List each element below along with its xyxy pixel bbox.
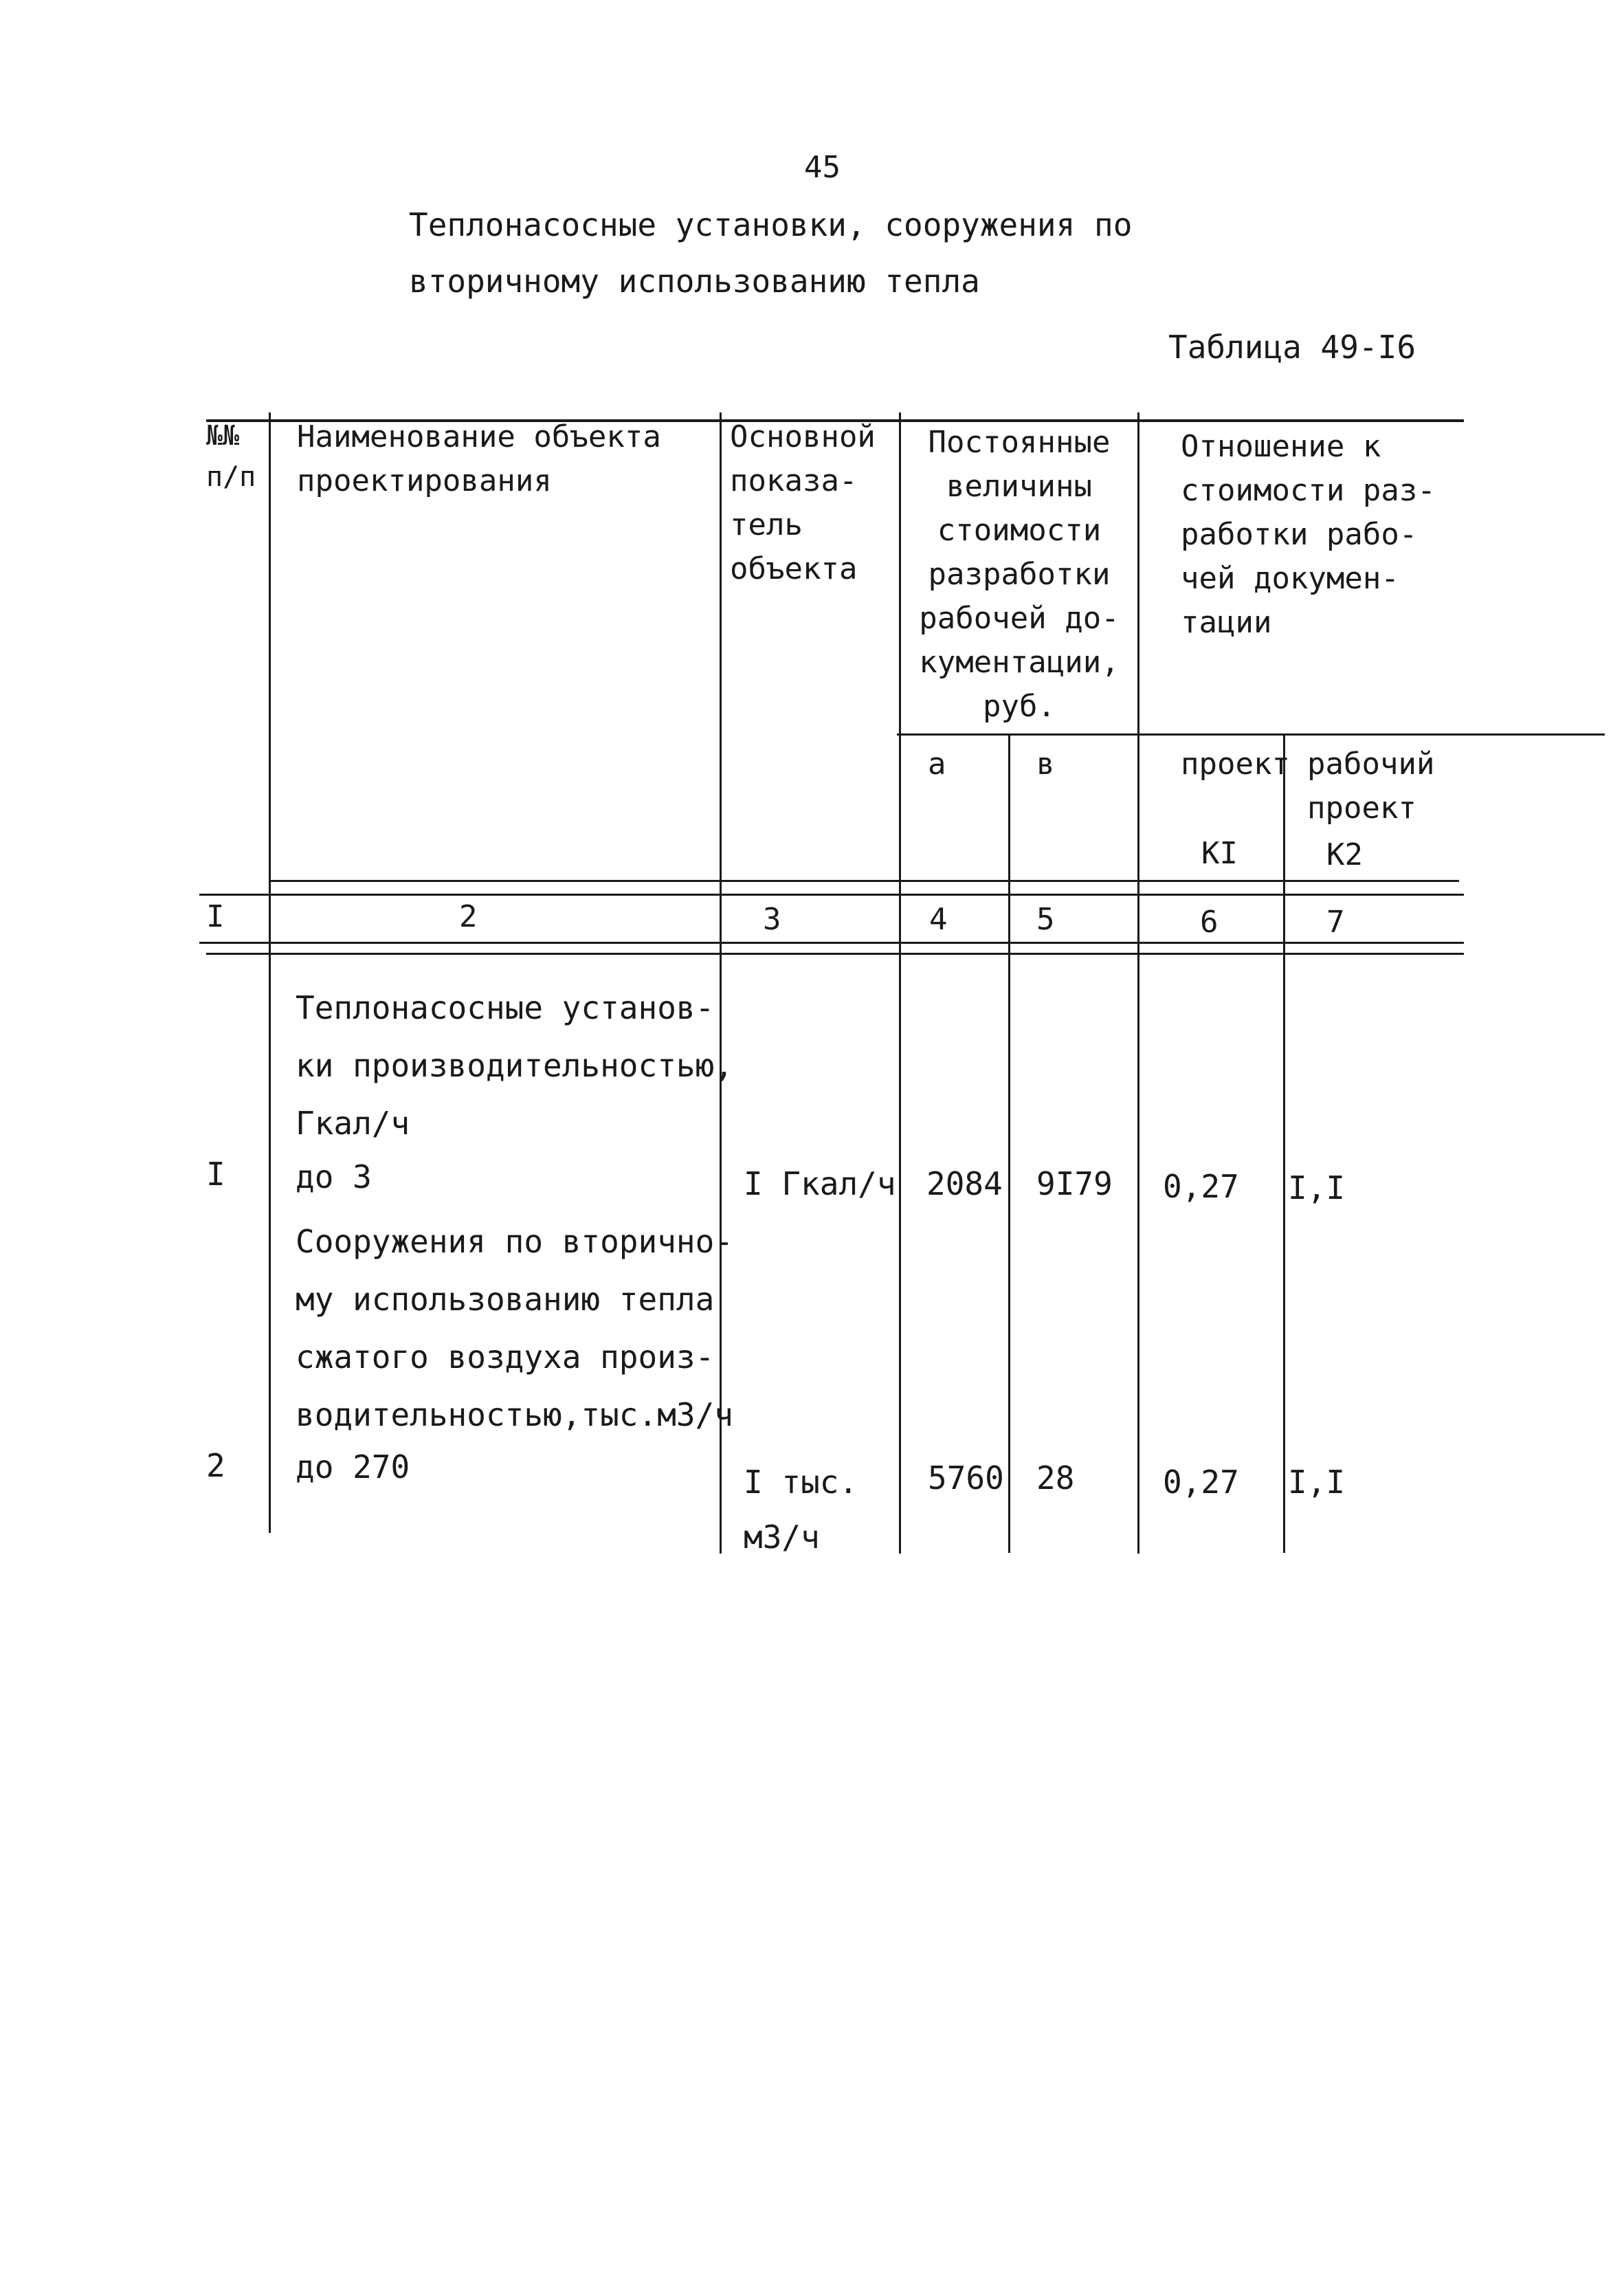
- header-sub-working-project: рабочий проект: [1307, 747, 1435, 826]
- header-col67: Отношение к стоимости раз- работки рабо- чей докумен- тации: [1181, 429, 1436, 640]
- header-bottom-rule: [270, 880, 1459, 882]
- title-line-2: вторичному использованию тепла: [409, 263, 980, 300]
- row-k1: 0,27: [1163, 1464, 1239, 1501]
- row-value-a: 5760: [928, 1459, 1004, 1497]
- col-divider-1: [269, 412, 271, 1533]
- header-group-rule: [897, 733, 1605, 736]
- group-heading: Теплонасосные установ- ки производительностью, Гкал/ч: [296, 989, 733, 1142]
- header-k1: KI: [1201, 836, 1238, 871]
- row-value-a: 2084: [926, 1165, 1003, 1202]
- header-sub-a: а: [928, 747, 946, 782]
- col-divider-3: [899, 412, 901, 1554]
- header-col45: Постоянные величины стоимости разработки рабочей до- кументации, руб.: [919, 425, 1120, 724]
- colnum-6: 6: [1200, 905, 1219, 940]
- colnum-1: I: [206, 899, 225, 934]
- header-sub-project: проект: [1181, 747, 1290, 782]
- row-indicator: I тыс. м3/ч: [744, 1464, 858, 1556]
- row-k1: 0,27: [1163, 1168, 1239, 1205]
- col-divider-4: [1008, 735, 1010, 1553]
- row-number: 2: [206, 1447, 225, 1484]
- row-k2: I,I: [1288, 1169, 1346, 1206]
- row-name: до 270: [296, 1448, 410, 1486]
- row-value-b: 9I79: [1036, 1165, 1113, 1202]
- header-sub-b: в: [1036, 747, 1055, 782]
- row-number: I: [206, 1156, 225, 1193]
- row-name: до 3: [296, 1158, 372, 1195]
- colnum-3: 3: [763, 902, 781, 937]
- row-value-b: 28: [1036, 1459, 1075, 1497]
- row-indicator: I Гкал/ч: [744, 1165, 896, 1202]
- col-divider-5: [1137, 412, 1139, 1554]
- colnum-2: 2: [459, 899, 478, 934]
- colnum-7: 7: [1326, 905, 1345, 940]
- col-divider-6: [1283, 735, 1285, 1553]
- title-line-1: Теплонасосные установки, сооружения по: [409, 206, 1133, 243]
- column-numbers-rule-bottom: [199, 942, 1464, 944]
- colnum-5: 5: [1036, 902, 1055, 937]
- colnum-4: 4: [929, 902, 948, 937]
- row-k2: I,I: [1288, 1464, 1346, 1501]
- table-label: Таблица 49-I6: [1168, 329, 1416, 366]
- column-numbers-rule-top: [199, 894, 1464, 896]
- header-col1: №№ п/п: [206, 420, 256, 493]
- header-col3: Основной показа- тель объекта: [730, 419, 876, 586]
- body-top-rule: [206, 953, 1464, 955]
- page-number: 45: [804, 150, 841, 185]
- header-k2: K2: [1326, 837, 1363, 872]
- row-description: Сооружения по вторично- му использованию тепла сжатого воздуха произ- водительностью,тыс.м3/ч: [296, 1223, 733, 1433]
- header-col2: Наименование объекта проектирования: [297, 419, 661, 498]
